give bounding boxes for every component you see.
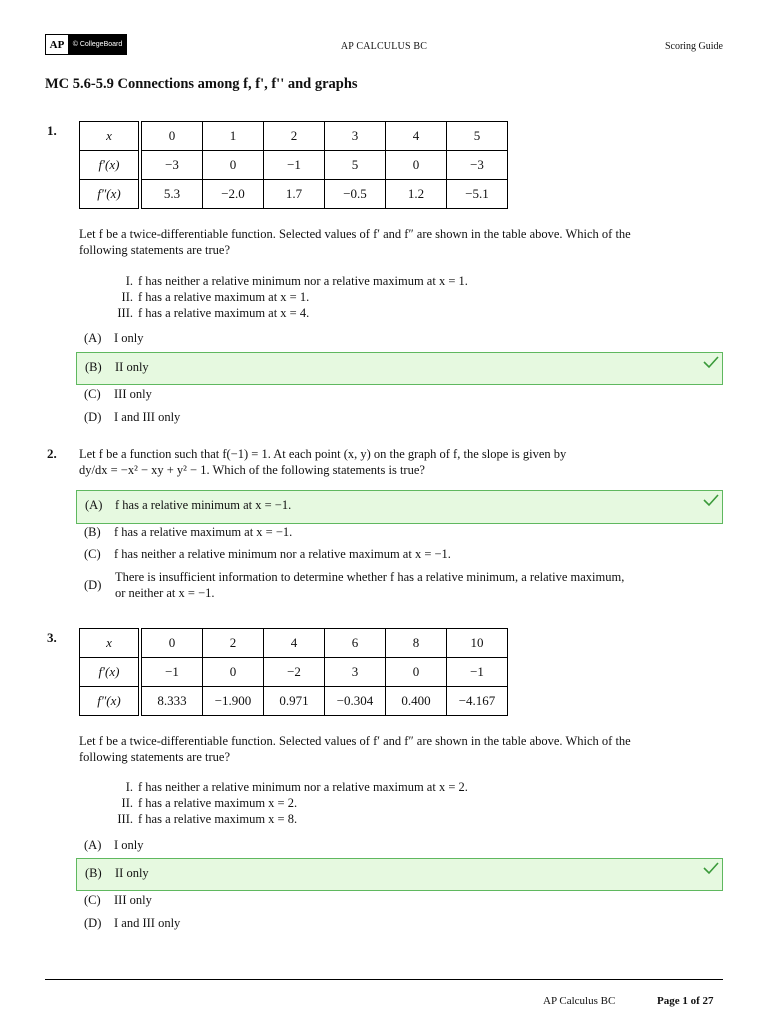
table-cell: 1.2 bbox=[386, 180, 447, 209]
table-cell: 2 bbox=[203, 629, 264, 658]
table-cell: 5 bbox=[325, 151, 386, 180]
statement-item bbox=[105, 779, 468, 795]
table-cell: 4 bbox=[264, 629, 325, 658]
q3-statements bbox=[105, 779, 468, 827]
table-cell: 3 bbox=[325, 658, 386, 687]
table-cell: −3 bbox=[447, 151, 508, 180]
choice-text: III only bbox=[114, 893, 152, 907]
table-cell: 6 bbox=[325, 629, 386, 658]
table-cell: 10 bbox=[447, 629, 508, 658]
choice-letter: (B) bbox=[85, 360, 102, 374]
correct-answer-box[interactable] bbox=[76, 490, 723, 524]
statement-item bbox=[105, 795, 468, 811]
table-cell: 0 bbox=[140, 122, 203, 151]
q2-number: 2. bbox=[47, 446, 57, 461]
page-number: Page 1 of 27 bbox=[657, 995, 714, 1007]
statement-numeral: I. bbox=[125, 274, 133, 288]
checkmark-icon bbox=[703, 355, 719, 369]
table-row bbox=[80, 122, 508, 151]
q1-stem-line1: Let f be a twice-differentiable function. Selected values of f′ and f″ are shown in the table above. Which of the bbox=[79, 227, 631, 241]
table-cell: −1 bbox=[447, 658, 508, 687]
logo-cb-text: © CollegeBoard bbox=[69, 35, 126, 54]
header-scoring-guide: Scoring Guide bbox=[664, 41, 723, 52]
statement-text: f has a relative maximum x = 2. bbox=[138, 796, 298, 810]
table-cell: −3 bbox=[140, 151, 203, 180]
table-row bbox=[80, 629, 508, 658]
table-cell: f′(x) bbox=[80, 151, 141, 180]
statement-numeral: II. bbox=[121, 290, 133, 304]
table-cell: 0.400 bbox=[386, 687, 447, 716]
statement-item bbox=[105, 811, 468, 827]
header-course: AP CALCULUS BC bbox=[340, 41, 428, 52]
choice-text: III only bbox=[114, 387, 152, 401]
table-cell: x bbox=[80, 122, 141, 151]
table-cell: −4.167 bbox=[447, 687, 508, 716]
checkmark-icon bbox=[703, 493, 719, 507]
choice-text: I and III only bbox=[114, 410, 181, 424]
q3-stem bbox=[79, 733, 719, 765]
choice-option[interactable] bbox=[84, 386, 152, 402]
q1-statements bbox=[105, 273, 468, 321]
statement-item bbox=[105, 305, 468, 321]
q1-number: 1. bbox=[47, 123, 57, 138]
choice-text: I and III only bbox=[114, 916, 181, 930]
table-cell: −0.304 bbox=[325, 687, 386, 716]
statement-numeral: III. bbox=[117, 306, 133, 320]
table-cell: f″(x) bbox=[80, 687, 141, 716]
q2-stem-line1: Let f be a function such that f(−1) = 1. At each point (x, y) on the graph of f, the slope is given by bbox=[79, 447, 567, 461]
logo-ap-text: AP bbox=[46, 35, 69, 54]
table-cell: 5.3 bbox=[140, 180, 203, 209]
choice-letter: (D) bbox=[84, 578, 102, 592]
table-cell: 1.7 bbox=[264, 180, 325, 209]
choice-letter: (A) bbox=[84, 838, 102, 852]
table-cell: 8.333 bbox=[140, 687, 203, 716]
choice-letter: (C) bbox=[84, 547, 101, 561]
table-cell: f″(x) bbox=[80, 180, 141, 209]
choice-option[interactable] bbox=[84, 546, 451, 562]
choice-letter: (D) bbox=[84, 410, 102, 424]
q1-stem-line2: following statements are true? bbox=[79, 243, 230, 257]
choice-option[interactable] bbox=[84, 837, 144, 853]
table-cell: x bbox=[80, 629, 141, 658]
table-cell: 0 bbox=[386, 658, 447, 687]
table-cell: −5.1 bbox=[447, 180, 508, 209]
choice-text: I only bbox=[114, 331, 144, 345]
correct-answer-box[interactable] bbox=[76, 858, 723, 891]
choice-text: II only bbox=[115, 360, 149, 374]
statement-numeral: II. bbox=[121, 796, 133, 810]
table-cell: 0 bbox=[203, 151, 264, 180]
choice-option[interactable] bbox=[84, 330, 144, 346]
table-row bbox=[80, 687, 508, 716]
footer-course: AP Calculus BC bbox=[543, 995, 616, 1007]
choice-option[interactable] bbox=[84, 569, 724, 601]
choice-text: f has neither a relative minimum nor a relative maximum at x = −1. bbox=[114, 547, 451, 561]
table-cell: 0 bbox=[203, 658, 264, 687]
table-cell: −1.900 bbox=[203, 687, 264, 716]
choice-text: f has a relative minimum at x = −1. bbox=[115, 498, 292, 512]
table-row bbox=[80, 658, 508, 687]
choice-text: f has a relative maximum at x = −1. bbox=[114, 525, 293, 539]
correct-answer-box[interactable] bbox=[76, 352, 723, 385]
choice-letter: (A) bbox=[85, 498, 103, 512]
table-cell: 2 bbox=[264, 122, 325, 151]
q3-number: 3. bbox=[47, 630, 57, 645]
statement-item bbox=[105, 289, 468, 305]
statement-text: f has neither a relative minimum nor a relative maximum at x = 2. bbox=[138, 780, 468, 794]
table-cell: 0 bbox=[140, 629, 203, 658]
q2-stem-line2: dy/dx = −x² − xy + y² − 1. Which of the following statements is true? bbox=[79, 463, 425, 477]
q1-stem bbox=[79, 226, 719, 258]
table-cell: 1 bbox=[203, 122, 264, 151]
choice-option[interactable] bbox=[84, 409, 180, 425]
choice-text: I only bbox=[114, 838, 144, 852]
choice-text: There is insufficient information to determine whether f has a relative minimum, a relative maximum, bbox=[115, 570, 625, 584]
q3-value-table bbox=[79, 628, 508, 716]
statement-numeral: III. bbox=[117, 812, 133, 826]
table-cell: −0.5 bbox=[325, 180, 386, 209]
q2-stem bbox=[79, 446, 719, 478]
table-cell: 8 bbox=[386, 629, 447, 658]
choice-letter: (C) bbox=[84, 893, 101, 907]
choice-text-line2: or neither at x = −1. bbox=[115, 586, 215, 600]
q3-stem-line2: following statements are true? bbox=[79, 750, 230, 764]
table-row bbox=[80, 180, 508, 209]
table-cell: 5 bbox=[447, 122, 508, 151]
table-cell: 3 bbox=[325, 122, 386, 151]
choice-option[interactable] bbox=[84, 524, 292, 540]
q3-stem-line1: Let f be a twice-differentiable function. Selected values of f′ and f″ are shown in the table above. Which of the bbox=[79, 734, 631, 748]
table-cell: 4 bbox=[386, 122, 447, 151]
page-title: MC 5.6-5.9 Connections among f, f', f'' and graphs bbox=[45, 76, 358, 92]
statement-text: f has a relative maximum x = 8. bbox=[138, 812, 298, 826]
checkmark-icon bbox=[703, 861, 719, 875]
table-row bbox=[80, 151, 508, 180]
choice-option[interactable] bbox=[84, 892, 152, 908]
statement-text: f has a relative maximum at x = 1. bbox=[138, 290, 310, 304]
choice-letter: (C) bbox=[84, 387, 101, 401]
choice-letter: (B) bbox=[85, 866, 102, 880]
table-cell: −1 bbox=[140, 658, 203, 687]
footer-divider bbox=[45, 979, 723, 980]
table-cell: −2.0 bbox=[203, 180, 264, 209]
table-cell: 0.971 bbox=[264, 687, 325, 716]
choice-letter: (D) bbox=[84, 916, 102, 930]
table-cell: −2 bbox=[264, 658, 325, 687]
statement-text: f has neither a relative minimum nor a relative maximum at x = 1. bbox=[138, 274, 468, 288]
statement-item bbox=[105, 273, 468, 289]
choice-letter: (B) bbox=[84, 525, 101, 539]
table-cell: f′(x) bbox=[80, 658, 141, 687]
statement-text: f has a relative maximum at x = 4. bbox=[138, 306, 310, 320]
q1-value-table bbox=[79, 121, 508, 209]
choice-letter: (A) bbox=[84, 331, 102, 345]
table-cell: −1 bbox=[264, 151, 325, 180]
statement-numeral: I. bbox=[125, 780, 133, 794]
choice-text: II only bbox=[115, 866, 149, 880]
choice-option[interactable] bbox=[84, 915, 180, 931]
table-cell: 0 bbox=[386, 151, 447, 180]
